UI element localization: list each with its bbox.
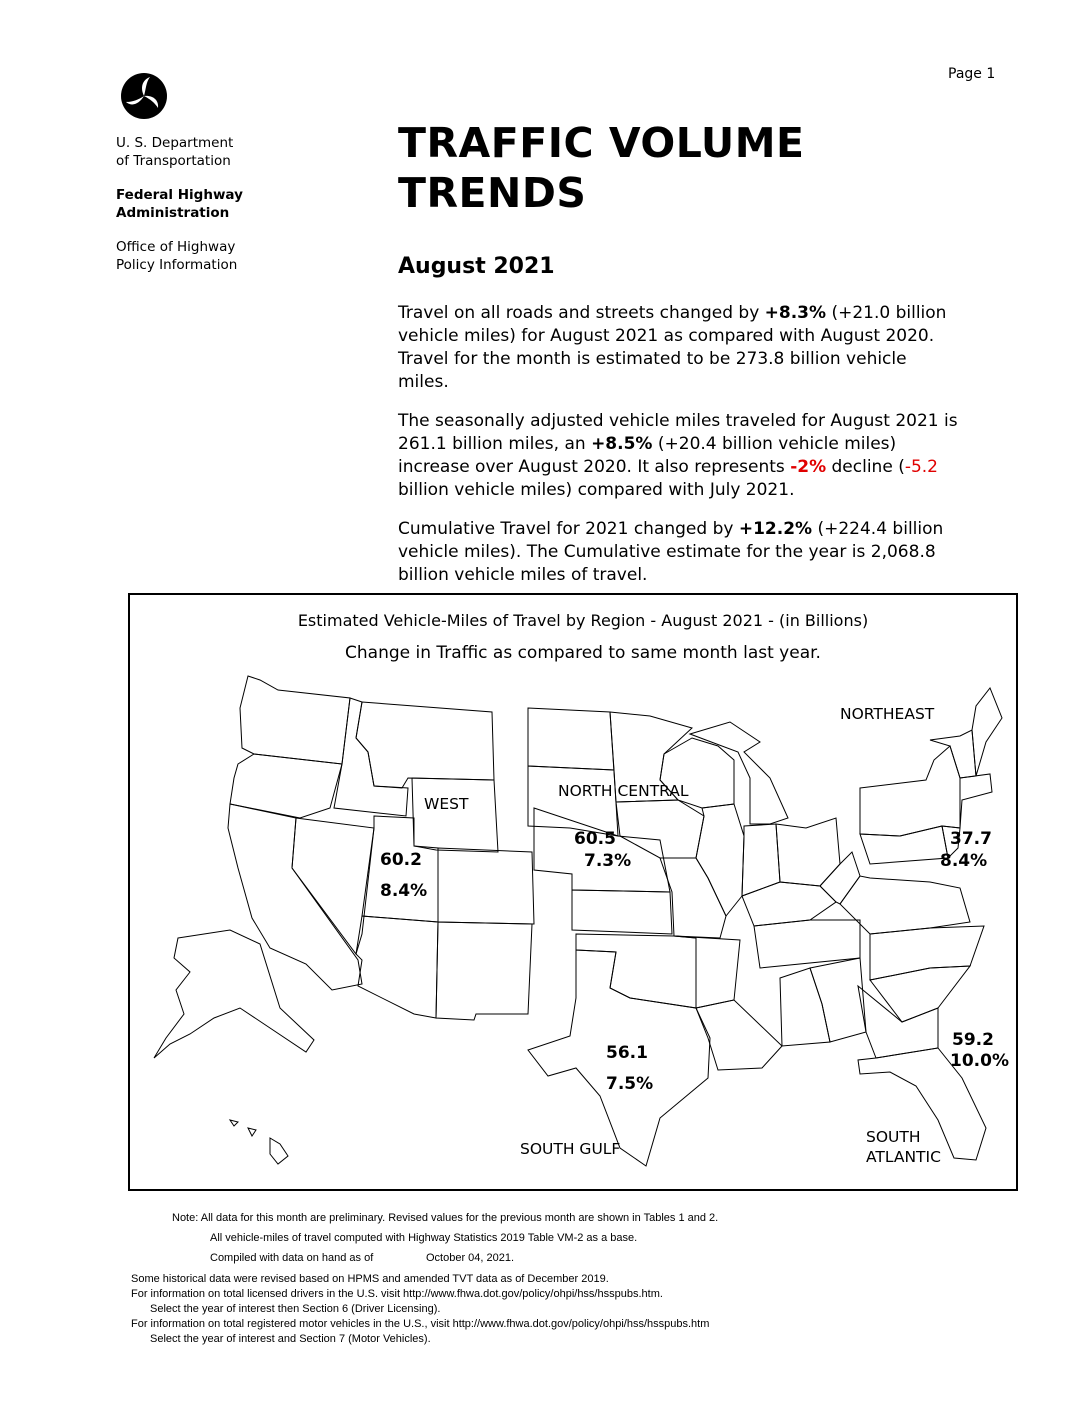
northeast-change: 8.4% xyxy=(940,851,988,871)
west-change: 8.4% xyxy=(380,881,428,901)
summary-paragraph-2 xyxy=(398,410,958,502)
state-kansas xyxy=(572,890,672,934)
northeast-vmt: 37.7 xyxy=(950,829,992,849)
state-washington xyxy=(240,676,350,764)
north-central-label: NORTH CENTRAL xyxy=(558,782,689,800)
office-line1: Office of Highway xyxy=(116,239,236,255)
state-oregon xyxy=(230,754,342,818)
title-line1: TRAFFIC VOLUME xyxy=(398,119,805,167)
state-new-york xyxy=(860,746,960,836)
state-colorado xyxy=(438,848,534,924)
south-atlantic-change: 10.0% xyxy=(950,1051,1009,1071)
state-north-carolina xyxy=(870,926,984,980)
north-central-vmt: 60.5 xyxy=(574,829,616,849)
south-atlantic-label-1: SOUTH xyxy=(866,1128,921,1146)
state-south-dakota xyxy=(528,766,618,836)
page-number: Page 1 xyxy=(948,66,996,82)
report-title xyxy=(398,118,805,218)
p3-text-a: Cumulative Travel for 2021 changed by xyxy=(398,519,739,539)
state-north-dakota xyxy=(528,708,614,770)
fhwa-line2: Administration xyxy=(116,205,230,221)
state-georgia xyxy=(858,986,938,1058)
note-drivers: For information on total licensed drivers in the U.S. visit http://www.fhwa.dot.gov/policy/ohpi/hss/hsspubs.htm. xyxy=(131,1288,663,1300)
state-outlines xyxy=(154,676,1002,1166)
p2-decline-value: -5.2 xyxy=(904,457,938,477)
state-oklahoma xyxy=(576,934,696,1008)
note-preliminary: Note: All data for this month are preliminary. Revised values for the previous month are shown in Tables 1 and 2. xyxy=(172,1212,719,1224)
state-alabama xyxy=(810,958,866,1042)
state-illinois xyxy=(696,804,744,916)
title-line2: TRENDS xyxy=(398,169,587,217)
p1-text-b: (+21.0 billion vehicle miles) for August 2021 as compared with August 2020. Travel for the month is estimated to be 273.8 billion vehicle miles. xyxy=(398,303,947,392)
p3-text-b: (+224.4 billion vehicle miles). The Cumulative estimate for the year is 2,068.8 billion vehicle miles of travel. xyxy=(398,519,944,585)
state-nebraska xyxy=(534,808,670,892)
dot-logo-icon xyxy=(120,72,168,120)
note-drivers-select: Select the year of interest then Section 6 (Driver Licensing). xyxy=(150,1303,441,1315)
note-compiled-date: October 04, 2021. xyxy=(426,1252,515,1264)
p3-change: +12.2% xyxy=(738,519,813,539)
state-arkansas xyxy=(674,936,740,1008)
state-south-carolina xyxy=(870,966,970,1022)
state-mass-ct xyxy=(960,774,992,828)
state-maine xyxy=(972,688,1002,776)
south-gulf-change: 7.5% xyxy=(606,1074,654,1094)
dept-line2: of Transportation xyxy=(116,153,231,169)
northeast-label: NORTHEAST xyxy=(840,705,935,723)
south-gulf-label: SOUTH GULF xyxy=(520,1140,621,1158)
map-subtitle: Change in Traffic as compared to same month last year. xyxy=(345,643,821,663)
state-vermont-nh xyxy=(930,730,976,778)
state-hawaii xyxy=(230,1120,288,1164)
p2-text-d: billion vehicle miles) compared with July 2021. xyxy=(398,480,795,500)
p2-change: +8.5% xyxy=(591,434,653,454)
state-ohio xyxy=(776,818,840,886)
report-period: August 2021 xyxy=(398,254,555,279)
north-central-change: 7.3% xyxy=(584,851,632,871)
state-alaska xyxy=(154,930,314,1058)
west-vmt: 60.2 xyxy=(380,850,422,870)
state-montana xyxy=(356,702,494,788)
state-iowa xyxy=(616,800,704,858)
state-mississippi xyxy=(780,968,830,1046)
state-michigan xyxy=(690,722,788,824)
dept-line1: U. S. Department xyxy=(116,135,234,151)
note-compiled-label: Compiled with data on hand as of xyxy=(210,1252,374,1264)
map-title: Estimated Vehicle-Miles of Travel by Region - August 2021 - (in Billions) xyxy=(297,611,869,630)
west-label: WEST xyxy=(424,795,469,813)
state-idaho xyxy=(334,698,408,816)
state-new-mexico xyxy=(436,922,532,1020)
note-vehicles-select: Select the year of interest and Section 7 (Motor Vehicles). xyxy=(150,1333,431,1345)
note-vehicles: For information on total registered motor vehicles in the U.S., visit http://www.fhwa.dot.gov/policy/ohpi/hss/hsspubs.htm xyxy=(131,1318,710,1330)
south-gulf-vmt: 56.1 xyxy=(606,1043,648,1063)
p1-change: +8.3% xyxy=(764,303,827,323)
south-atlantic-vmt: 59.2 xyxy=(952,1030,994,1050)
summary-paragraph-3 xyxy=(398,518,958,587)
p2-text-c: decline ( xyxy=(826,457,905,477)
office-line2: Policy Information xyxy=(116,257,238,273)
fhwa-line1: Federal Highway xyxy=(116,187,243,203)
p2-text-b: (+20.4 billion vehicle miles) increase over August 2020. It also represents xyxy=(398,434,897,477)
state-pennsylvania xyxy=(860,826,948,864)
region-labels xyxy=(380,705,1009,1166)
state-wyoming xyxy=(412,778,498,852)
p2-decline-pct: -2% xyxy=(790,457,827,477)
note-historical: Some historical data were revised based on HPMS and amended TVT data as of December 2019. xyxy=(131,1273,609,1285)
p1-text-a: Travel on all roads and streets changed by xyxy=(398,303,765,323)
south-atlantic-label-2: ATLANTIC xyxy=(866,1148,941,1166)
us-region-map xyxy=(130,668,1010,1183)
agency-block xyxy=(116,134,243,274)
summary-paragraph-1 xyxy=(398,302,958,394)
state-arizona xyxy=(356,916,438,1018)
note-base: All vehicle-miles of travel computed with Highway Statistics 2019 Table VM-2 as a base. xyxy=(210,1232,638,1244)
p2-text-a: The seasonally adjusted vehicle miles traveled for August 2021 is 261.1 billion miles, an xyxy=(398,411,958,454)
state-indiana xyxy=(742,824,780,896)
